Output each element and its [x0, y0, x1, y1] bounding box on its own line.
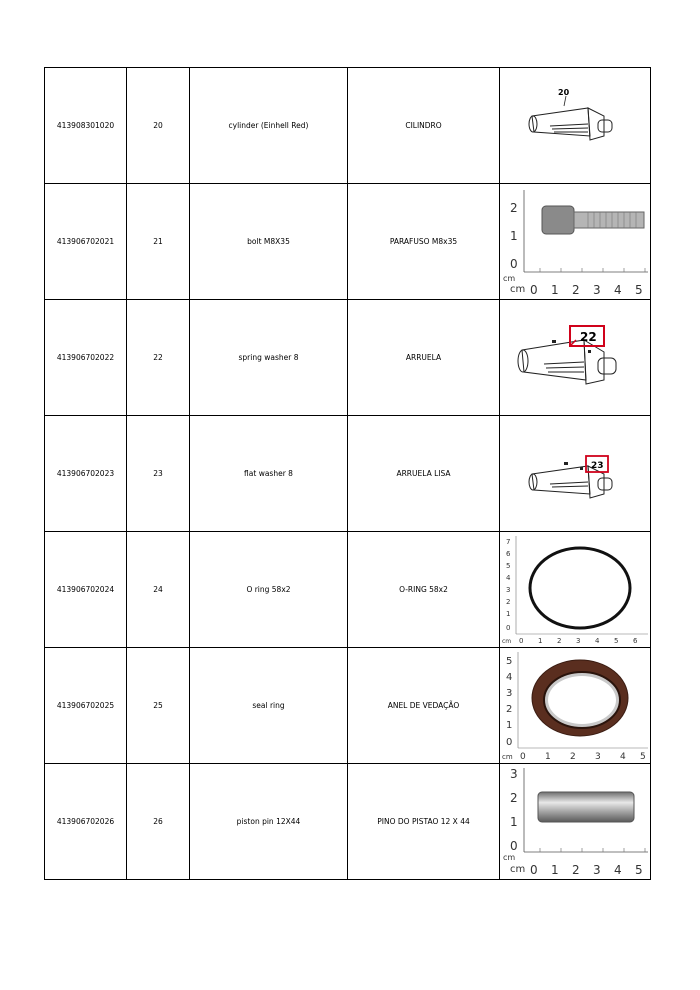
piston-pin-photo [500, 764, 650, 879]
ruler-y-label: 1 [510, 229, 518, 243]
table-row [45, 416, 651, 532]
description-en: spring washer 8 [190, 300, 348, 416]
ruler-x-label: 5 [635, 863, 643, 877]
ruler-x-label: 0 [530, 283, 538, 297]
parts-table [44, 67, 651, 880]
cylinder-drawing [500, 300, 650, 415]
description-en: bolt M8X35 [190, 184, 348, 300]
description-en: seal ring [190, 648, 348, 764]
ruler-y-label: 3 [506, 688, 513, 699]
part-code: 413906702026 [45, 764, 127, 880]
ruler-unit: cm [502, 753, 513, 761]
ruler-x-label: 2 [570, 752, 576, 762]
ruler-y-label: 6 [506, 550, 511, 558]
ruler-x-label: 4 [614, 863, 622, 877]
seal-ring-photo [500, 648, 650, 763]
ruler-x-label: 1 [538, 637, 543, 645]
ruler-y-label: 3 [510, 767, 518, 781]
ruler-unit: cm [510, 284, 526, 295]
ruler-x-label: 0 [530, 863, 538, 877]
description-pt: ARRUELA [348, 300, 500, 416]
table-row [45, 184, 651, 300]
ruler-y-label: 7 [506, 538, 511, 546]
description-pt: O-RING 58x2 [348, 532, 500, 648]
position-number: 25 [127, 648, 190, 764]
position-number: 23 [127, 416, 190, 532]
table-row [45, 648, 651, 764]
ruler-y-label: 1 [506, 610, 511, 618]
part-code: 413906702025 [45, 648, 127, 764]
ruler-x-label: 4 [620, 752, 626, 762]
position-number: 21 [127, 184, 190, 300]
ruler-x-label: 5 [640, 752, 646, 762]
part-image-cell [500, 416, 651, 532]
cylinder-drawing [500, 68, 650, 183]
o-ring-photo [500, 532, 650, 647]
ruler-x-label: 0 [520, 752, 526, 762]
bolt-photo [500, 184, 650, 299]
description-pt: PARAFUSO M8x35 [348, 184, 500, 300]
cylinder-drawing [500, 416, 650, 531]
ruler-y-label: 2 [506, 704, 513, 715]
ruler-x-label: 3 [576, 637, 581, 645]
ruler-unit: cm [503, 853, 516, 862]
ruler-y-label: 0 [510, 839, 518, 853]
ruler-x-label: 3 [595, 752, 601, 762]
ruler-x-label: 2 [557, 637, 562, 645]
part-image-cell [500, 532, 651, 648]
ruler-y-label: 4 [506, 574, 511, 582]
position-number: 24 [127, 532, 190, 648]
ruler-y-label: 2 [506, 598, 511, 606]
ruler-y-label: 5 [506, 656, 513, 667]
ruler-y-label: 0 [506, 624, 511, 632]
description-pt: PINO DO PISTAO 12 X 44 [348, 764, 500, 880]
description-pt: CILINDRO [348, 68, 500, 184]
ruler-y-label: 1 [506, 720, 513, 731]
position-number: 26 [127, 764, 190, 880]
ruler-x-label: 2 [572, 283, 580, 297]
ruler-x-label: 3 [593, 283, 601, 297]
ruler-unit: cm [503, 274, 516, 283]
ruler-x-label: 5 [614, 637, 619, 645]
table-row [45, 532, 651, 648]
ruler-y-label: 0 [510, 257, 518, 271]
ruler-x-label: 4 [614, 283, 622, 297]
position-number: 22 [127, 300, 190, 416]
description-en: flat washer 8 [190, 416, 348, 532]
ruler-unit: cm [502, 638, 512, 645]
description-pt: ARRUELA LISA [348, 416, 500, 532]
part-code: 413906702022 [45, 300, 127, 416]
callout-number: 22 [580, 330, 597, 344]
part-image-cell [500, 300, 651, 416]
ruler-x-label: 3 [593, 863, 601, 877]
description-pt: ANEL DE VEDAÇÃO [348, 648, 500, 764]
description-en: cylinder (Einhell Red) [190, 68, 348, 184]
ruler-y-label: 1 [510, 815, 518, 829]
ruler-x-label: 0 [519, 637, 524, 645]
part-image-cell [500, 184, 651, 300]
ruler-x-label: 1 [551, 863, 559, 877]
ruler-x-label: 4 [595, 637, 600, 645]
ruler-x-label: 5 [635, 283, 643, 297]
part-code: 413906702023 [45, 416, 127, 532]
part-image-cell [500, 648, 651, 764]
description-en: piston pin 12X44 [190, 764, 348, 880]
table-row [45, 300, 651, 416]
part-code: 413906702024 [45, 532, 127, 648]
callout-number: 23 [591, 461, 604, 471]
ruler-y-label: 5 [506, 562, 511, 570]
ruler-x-label: 6 [633, 637, 638, 645]
ruler-y-label: 2 [510, 201, 518, 215]
table-row [45, 764, 651, 880]
ruler-unit: cm [510, 864, 526, 875]
part-image-cell [500, 68, 651, 184]
ruler-y-label: 2 [510, 791, 518, 805]
ruler-y-label: 3 [506, 586, 511, 594]
ruler-x-label: 1 [551, 283, 559, 297]
description-en: O ring 58x2 [190, 532, 348, 648]
position-number: 20 [127, 68, 190, 184]
ruler-x-label: 1 [545, 752, 551, 762]
ruler-y-label: 0 [506, 737, 513, 748]
part-code: 413906702021 [45, 184, 127, 300]
callout-number: 20 [558, 88, 570, 97]
ruler-y-label: 4 [506, 672, 513, 683]
ruler-x-label: 2 [572, 863, 580, 877]
part-image-cell [500, 764, 651, 880]
table-row [45, 68, 651, 184]
part-code: 413908301020 [45, 68, 127, 184]
